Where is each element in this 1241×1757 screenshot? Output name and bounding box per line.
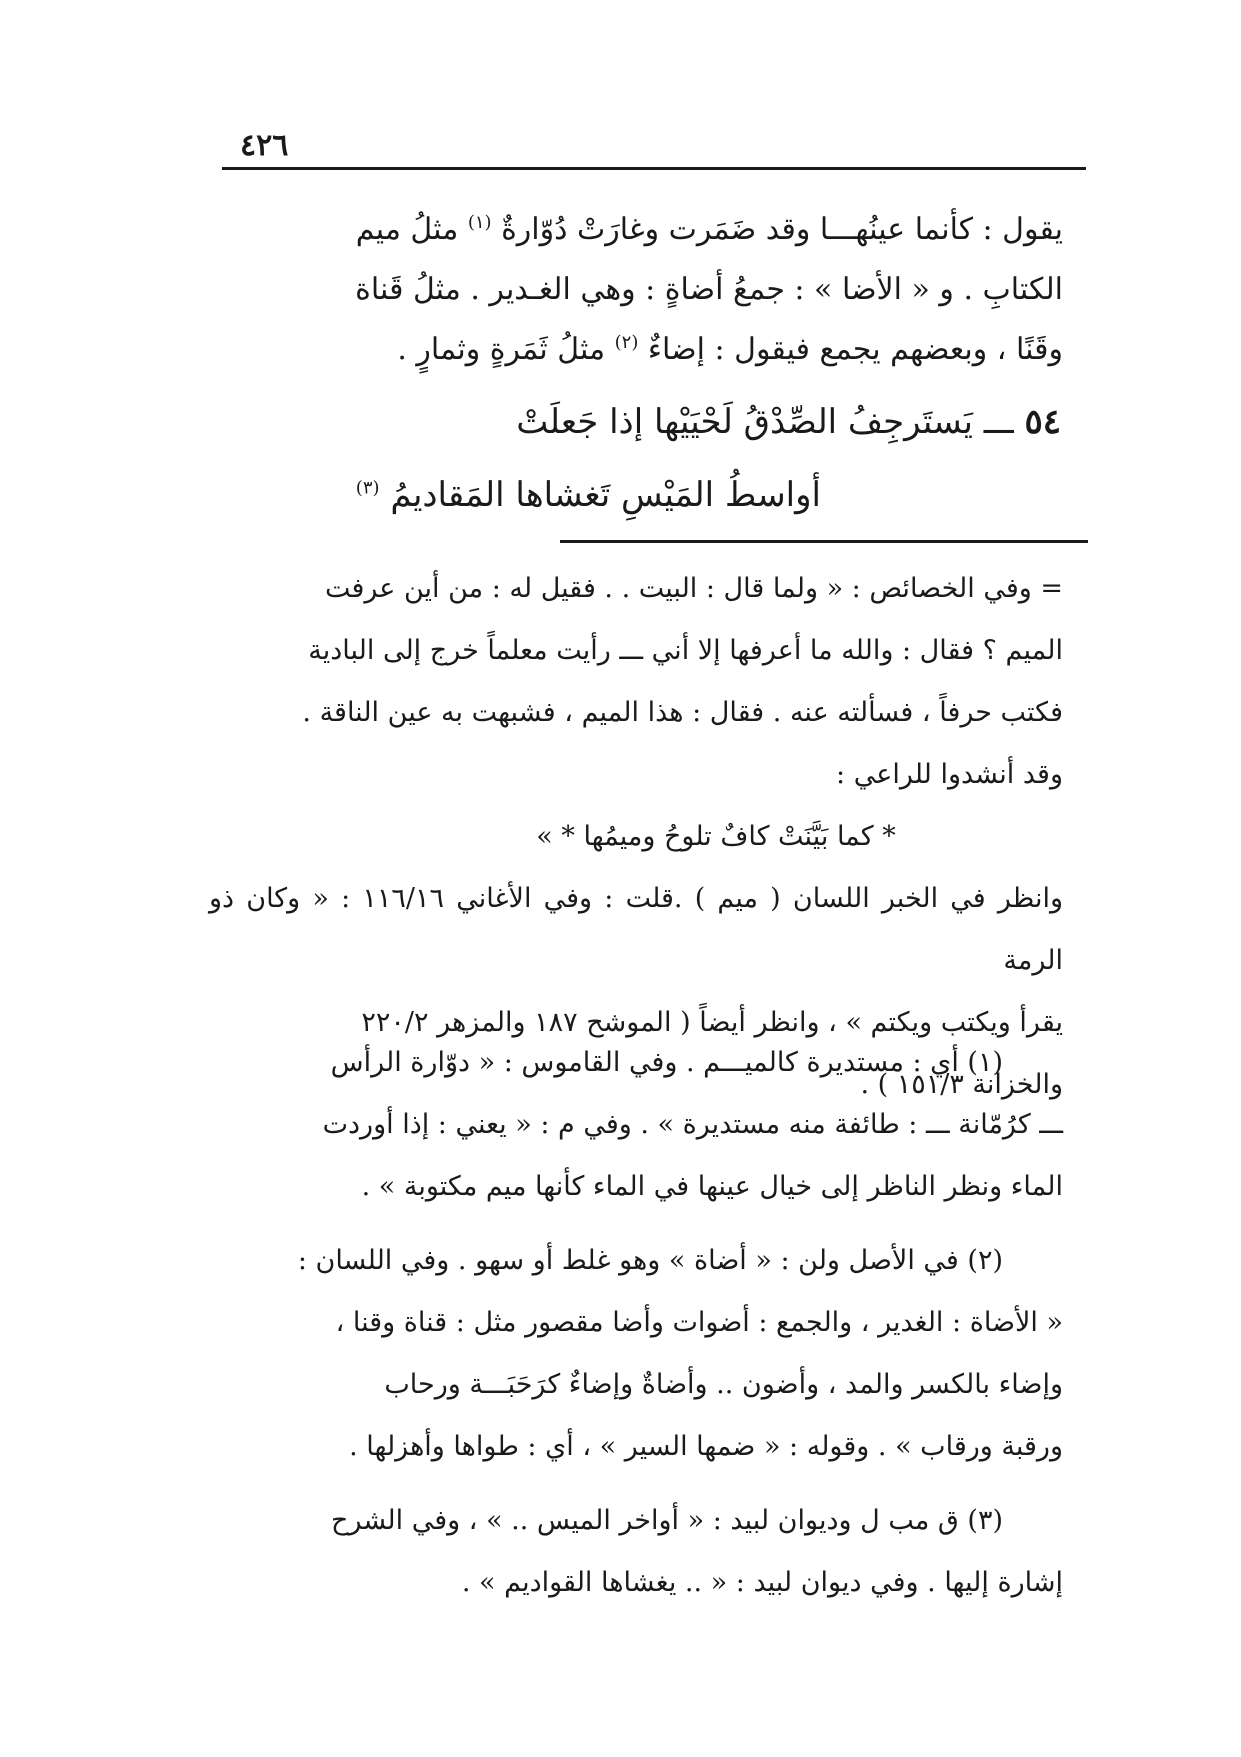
main-line: الكتابِ . و « الأضا » : جمعُ أضاةٍ : وهي الغـدير . مثلُ قَناة (355, 272, 1063, 307)
footnote-ref: (٣) (355, 477, 380, 499)
footnote-line: « الأضاة : الغدير ، والجمع : أضوات وأضا مقصور مثل : قناة وقنا ، (335, 1307, 1063, 1338)
note-line: والخزانة ١٥١/٣ ) . (860, 1069, 1063, 1100)
main-line (211, 320, 1063, 380)
footnote-line: وإضاء بالكسر والمد ، وأضون .. وأضاةٌ وإضاءٌ كرَحَبَـــة ورحاب (384, 1369, 1063, 1400)
footnote-line: (٢) في الأصل ولن : « أضاة » وهو غلط أو سهو . وفي اللسان : (297, 1245, 1003, 1276)
footnotes (209, 1032, 1063, 1626)
note-line: وقد أنشدوا للراعي : (836, 759, 1063, 790)
footnote-2 (209, 1230, 1063, 1478)
footnote-ref: (٢) (614, 332, 639, 353)
header-rule (222, 167, 1086, 170)
note-line: = وفي الخصائص : « ولما قال : البيت . . فقيل له : من أين عرفت (324, 573, 1063, 604)
main-text-segment: مثلُ ثَمَرةٍ وثمارٍ . (397, 332, 606, 367)
footnote-line: ـــ كرُمّانة ـــ : طائفة منه مستديرة » . وفي م : « يعني : إذا أوردت (322, 1109, 1063, 1140)
verse-first-hemistich (241, 392, 1061, 452)
main-line (211, 200, 1063, 260)
footnote-line: إشارة إليها . وفي ديوان لبيد : « .. يغشاها القواديم » . (461, 1567, 1063, 1598)
footnote-3 (209, 1490, 1063, 1614)
main-text-segment: مثلُ ميم (355, 212, 459, 247)
footnote-line: (١) أي : مستديرة كالميـــم . وفي القاموس : « دوّارة الرأس (330, 1047, 1003, 1078)
verse-second-hemistich (1, 465, 821, 525)
main-commentary (211, 200, 1063, 380)
verse-text: أواسطُ المَيْسِ تَغشاها المَقاديمُ (390, 475, 821, 515)
footnote-separator (560, 540, 1088, 543)
footnote-1 (209, 1032, 1063, 1218)
verse-text: ـــ يَستَرجِفُ الصِّدْقُ لَحْيَيْها إذا جَعلَتْ (516, 402, 1014, 442)
footnote-line: (٣) ق مب ل وديوان لبيد : « أواخر الميس .. » ، وفي الشرح (331, 1505, 1003, 1536)
footnote-ref: (١) (467, 212, 492, 233)
page-number: ٤٢٦ (240, 128, 289, 163)
note-line: وانظر في الخبر اللسان ( ميم ) .قلت : وفي الأغاني ١١٦/١٦ : « وكان ذو الرمة (209, 883, 1063, 976)
main-text-segment: وقَنًا ، وبعضهم يجمع فيقول : إضاءٌ (647, 332, 1063, 367)
note-line: يقرأ ويكتب ويكتم » ، وانظر أيضاً ( الموشح ١٨٧ والمزهر ٢٢٠/٢ (361, 1007, 1063, 1038)
main-text-segment: يقول : كأنما عينُهـــا وقد ضَمَرت وغارَتْ دُوّارةٌ (501, 212, 1063, 247)
footnote-line: ورقبة ورقاب » . وقوله : « ضمها السير » ، أي : طواها وأهزلها . (349, 1431, 1063, 1462)
note-line: فكتب حرفاً ، فسألته عنه . فقال : هذا الميم ، فشبهت به عين الناقة . (302, 697, 1063, 728)
note-line: الميم ؟ فقال : والله ما أعرفها إلا أني ـــ رأيت معلماً خرج إلى البادية (308, 635, 1063, 666)
verse-number: ٥٤ (1024, 402, 1061, 442)
quoted-verse: * كما بَيَّنَتْ كافٌ تلوحُ وميمُها * » (536, 821, 896, 852)
footnote-line: الماء ونظر الناظر إلى خيال عينها في الماء كأنها ميم مكتوبة » . (361, 1171, 1063, 1202)
